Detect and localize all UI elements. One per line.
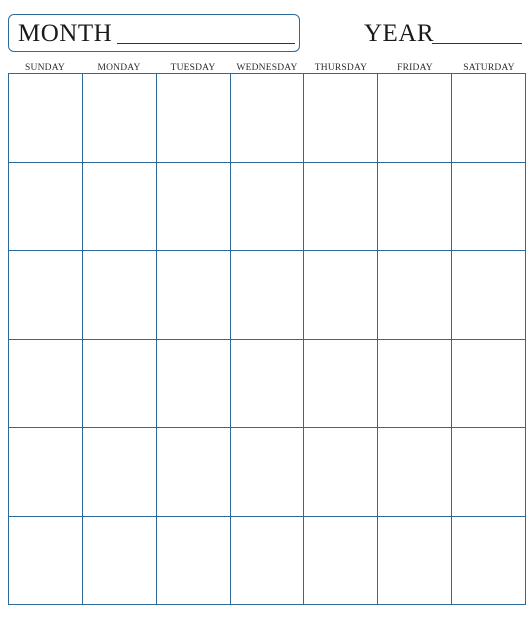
calendar-day-cell[interactable] — [304, 428, 378, 517]
calendar-day-cell[interactable] — [157, 163, 231, 252]
calendar-day-cell[interactable] — [157, 340, 231, 429]
calendar-day-cell[interactable] — [231, 251, 305, 340]
calendar-day-cell[interactable] — [231, 428, 305, 517]
calendar-day-cell[interactable] — [83, 74, 157, 163]
calendar-day-cell[interactable] — [378, 428, 452, 517]
weekday-wednesday: WEDNESDAY — [236, 63, 298, 73]
calendar-day-cell[interactable] — [157, 517, 231, 606]
calendar-day-cell[interactable] — [9, 74, 83, 163]
calendar-day-cell[interactable] — [304, 251, 378, 340]
calendar-day-cell[interactable] — [304, 74, 378, 163]
calendar-day-cell[interactable] — [9, 428, 83, 517]
calendar-day-cell[interactable] — [83, 428, 157, 517]
calendar-day-cell[interactable] — [452, 251, 526, 340]
calendar-day-cell[interactable] — [83, 517, 157, 606]
month-label: MONTH — [18, 20, 113, 47]
weekday-tuesday: TUESDAY — [170, 63, 216, 73]
calendar-day-cell[interactable] — [304, 517, 378, 606]
month-field-box[interactable] — [8, 14, 300, 52]
calendar-grid — [8, 73, 526, 605]
weekday-saturday: SATURDAY — [463, 63, 515, 73]
calendar-day-cell[interactable] — [304, 163, 378, 252]
weekday-thursday: THURSDAY — [314, 63, 368, 73]
calendar-day-cell[interactable] — [231, 517, 305, 606]
weekday-monday: MONDAY — [97, 63, 141, 73]
calendar-day-cell[interactable] — [9, 340, 83, 429]
month-write-line[interactable] — [117, 43, 295, 44]
calendar-day-cell[interactable] — [231, 74, 305, 163]
calendar-day-cell[interactable] — [157, 74, 231, 163]
calendar-day-cell[interactable] — [378, 340, 452, 429]
calendar-day-cell[interactable] — [452, 517, 526, 606]
calendar-day-cell[interactable] — [9, 251, 83, 340]
calendar-day-cell[interactable] — [378, 517, 452, 606]
calendar-day-cell[interactable] — [83, 251, 157, 340]
calendar-day-cell[interactable] — [9, 517, 83, 606]
year-write-line[interactable] — [432, 43, 522, 44]
calendar-day-cell[interactable] — [452, 428, 526, 517]
calendar-day-cell[interactable] — [83, 340, 157, 429]
weekday-sunday: SUNDAY — [25, 63, 65, 73]
calendar-day-cell[interactable] — [452, 74, 526, 163]
year-label: YEAR — [364, 20, 435, 47]
calendar-day-cell[interactable] — [452, 340, 526, 429]
calendar-day-cell[interactable] — [231, 340, 305, 429]
weekday-friday: FRIDAY — [397, 63, 433, 73]
calendar-day-cell[interactable] — [157, 428, 231, 517]
calendar-day-cell[interactable] — [378, 163, 452, 252]
calendar-day-cell[interactable] — [304, 340, 378, 429]
calendar-day-cell[interactable] — [378, 251, 452, 340]
calendar-day-cell[interactable] — [9, 163, 83, 252]
calendar-day-cell[interactable] — [452, 163, 526, 252]
calendar-day-cell[interactable] — [157, 251, 231, 340]
calendar-day-cell[interactable] — [231, 163, 305, 252]
calendar-day-cell[interactable] — [378, 74, 452, 163]
calendar-day-cell[interactable] — [83, 163, 157, 252]
